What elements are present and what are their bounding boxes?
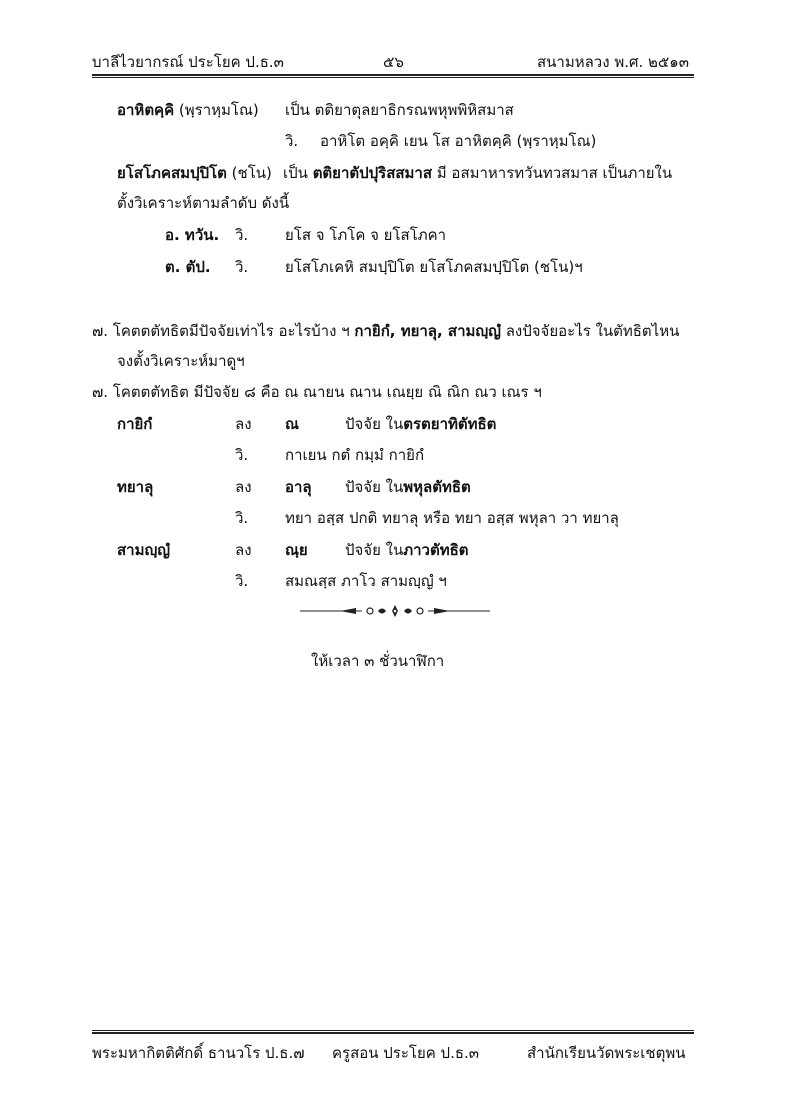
question-pre: ๗. โคตตตัทธิตมีปัจจัยเท่าไร อะไรบ้าง ฯ [92,322,350,340]
desc-bold: ตรตยาทิตัทธิต [403,415,497,433]
vi-label: วิ. [235,509,249,527]
vi-label: วิ. [235,258,249,276]
vi-text: กาเยน กตํ กมฺมํ กายิกํ [285,446,425,464]
footer-rule-top [92,1030,694,1031]
compound-term-note: (พฺราหฺมโณ) [178,101,259,119]
answer-lang: ลง [235,415,252,433]
header-left: บาลีไวยากรณ์ ประโยค ป.ธ.๓ [92,53,284,71]
vi-text: สมณสฺส ภาโว สามญฺญํ ฯ [285,572,447,590]
header-rule-bottom [92,77,694,78]
vi-label: วิ. [285,132,299,150]
compound-desc-1: เป็น ตติยาตุลยาธิกรณพหุพพิหิสมาส [285,101,514,119]
answer-desc [345,414,496,434]
vi-text: อาหิโต อคฺคิ เยน โส อาหิตคฺคิ (พฺราหฺมโณ) [320,132,597,150]
answer-suffix: ณ [285,415,299,433]
compound-desc-3 [283,163,672,183]
footer-right: สำนักเรียนวัดพระเชตุพน [527,1044,686,1062]
answer-word: กายิกํ [117,415,153,433]
answer-suffix: อาลุ [285,478,312,496]
vi-label: วิ. [235,226,249,244]
footer-left: พระมหากิตติศักดิ์ ธานวโร ป.ธ.๗ [92,1044,305,1062]
question-line-2: จงตั้งวิเคราะห์มาดูฯ [117,352,245,370]
answer-word: ทยาลุ [117,478,154,496]
analysis-label-dvandva: อ. ทวัน. [165,226,220,244]
desc-pre: ปัจจัย ใน [345,478,404,496]
footer-center: ครูสอน ประโยค ป.ธ.๓ [332,1044,480,1062]
desc-bold: พหุลตัทธิต [403,478,471,496]
answer-lang: ลง [235,541,252,559]
vi-label: วิ. [235,446,249,464]
analysis-label-tappurisa: ต. ตัป. [165,258,211,276]
ornamental-divider [300,603,490,619]
question-line-1 [92,321,679,341]
desc-bold: ภาวตัทธิต [403,541,469,559]
time-note: ให้เวลา ๓ ชั่วนาฬิกา [311,652,445,670]
question-post: ลงปัจจัยอะไร ในตัทธิตไหน [505,322,680,340]
compound-desc-3-cont: ตั้งวิเคราะห์ตามลำดับ ดังนี้ [117,194,290,212]
header-rule-top [92,74,694,76]
compound-row-3 [117,163,272,183]
footer-rule-bottom [92,1032,694,1034]
answer-word: สามญฺญํ [117,541,171,559]
answer-intro: ๗. โคตตตัทธิต มีปัจจัย ๘ คือ ณ ณายน ณาน เณยฺย ณิ ณิก ณว เณร ฯ [92,383,542,401]
desc-pre: เป็น [283,164,308,182]
header-right: สนามหลวง พ.ศ. ๒๕๑๓ [537,53,690,71]
answer-desc [345,477,471,497]
answer-desc [345,540,469,560]
compound-term: ยโสโภคสมปฺปิโต [117,164,227,182]
answer-suffix: ณฺย [285,541,308,559]
compound-term-note: (ชโน) [231,164,272,182]
vi-text: ยโสโภเคหิ สมปฺปิโต ยโสโภคสมปฺปิโต (ชโน)ฯ [285,258,583,276]
vi-label: วิ. [235,572,249,590]
desc-bold: ตติยาตัปปุริสสมาส [312,164,432,182]
vi-text: ทยา อสฺส ปกติ ทยาลุ หรือ ทยา อสฺส พหุลา วา ทยาลุ [285,509,619,527]
compound-term: อาหิตคฺคิ [117,101,175,119]
question-bold: กายิกํ, ทยาลุ, สามญฺญํ [354,322,501,340]
desc-pre: ปัจจัย ใน [345,541,404,559]
desc-pre: ปัจจัย ใน [345,415,404,433]
compound-row-1 [117,100,259,120]
answer-lang: ลง [235,478,252,496]
desc-post: มี อสมาหารทวันทวสมาส เป็นภายใน [436,164,673,182]
vi-text: ยโส จ โภโค จ ยโสโภคา [285,226,447,244]
page-number: ๕๖ [383,53,404,71]
